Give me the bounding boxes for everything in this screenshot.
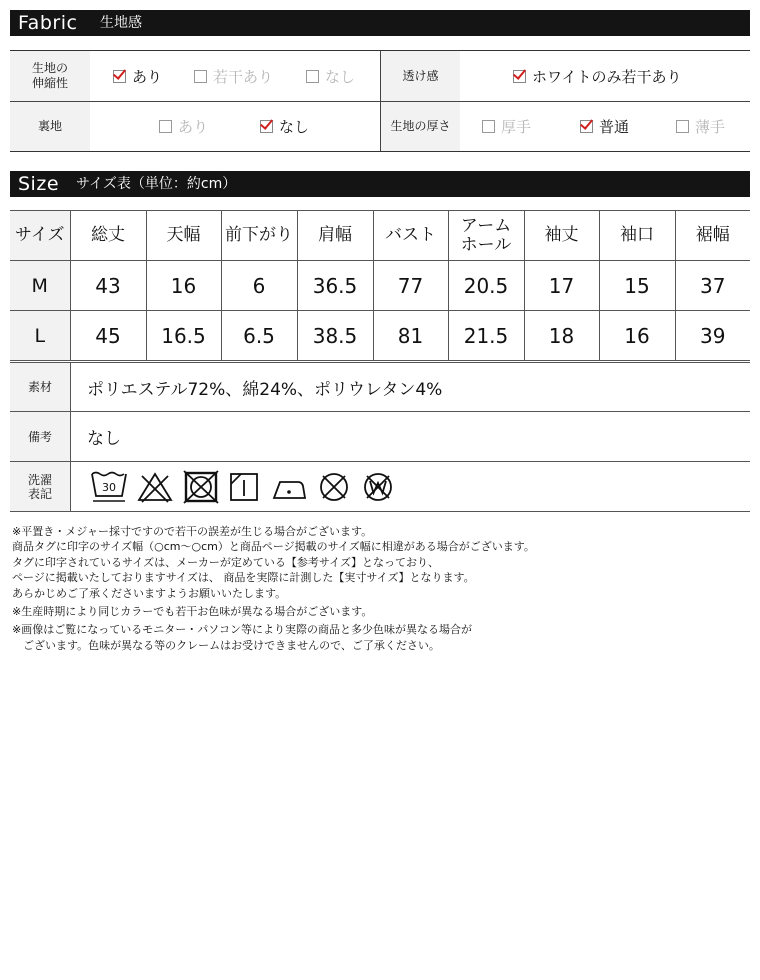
care-row — [10, 462, 750, 512]
line-dry-shade-icon — [228, 470, 260, 504]
checkbox-unchecked-icon[interactable] — [482, 120, 495, 133]
checkbox-unchecked-icon[interactable] — [676, 120, 689, 133]
note-line: ※画像はご覧になっているモニター・パソコン等により実際の商品と多少色味が異なる場合が — [12, 623, 472, 637]
note-line: タグに印字されているサイズは、メーカーが定めている【参考サイズ】となっており、 — [12, 555, 440, 569]
size-table — [10, 210, 750, 361]
wash-30-tub-icon — [90, 470, 128, 504]
table-cell: 18 — [524, 311, 599, 361]
table-cell: 20.5 — [448, 261, 524, 311]
table-cell: 43 — [70, 261, 146, 311]
stretch-option-no[interactable] — [306, 51, 355, 101]
material-value: ポリエステル72%、綿24%、ポリウレタン4% — [87, 379, 443, 400]
table-cell: 45 — [70, 311, 146, 361]
table-cell: 16.5 — [146, 311, 221, 361]
checkbox-checked-icon[interactable] — [260, 120, 273, 133]
table-cell: 37 — [675, 261, 750, 311]
size-row-m — [10, 261, 750, 311]
stretch-label-line1: 生地の — [31, 61, 68, 75]
header-hem-width: 裾幅 — [675, 211, 750, 261]
size-label: M — [10, 261, 70, 311]
care-label — [10, 462, 71, 511]
sheer-option-white-slight[interactable] — [513, 51, 682, 101]
table-cell: 77 — [373, 261, 448, 311]
checkbox-unchecked-icon[interactable] — [194, 70, 207, 83]
note-line: ページに掲載いたしておりますサイズは、 商品を実際に計測した【実寸サイズ】となります。 — [12, 571, 475, 585]
stretch-option-slight[interactable] — [194, 51, 273, 101]
table-cell: 21.5 — [448, 311, 524, 361]
stretch-label-line2: 伸縮性 — [31, 76, 68, 90]
stretch-option-yes-label: あり — [132, 67, 163, 86]
size-title-en: Size — [18, 173, 60, 195]
no-bleach-icon — [136, 470, 174, 504]
remarks-row — [10, 412, 750, 462]
size-corner-label: サイズ — [10, 211, 70, 261]
no-dry-clean-icon — [316, 470, 352, 504]
fabric-column-divider — [380, 51, 381, 151]
remarks-label: 備考 — [10, 412, 71, 461]
size-title-jp: サイズ表（単位：約cm） — [76, 176, 237, 192]
lining-option-yes-label: あり — [178, 118, 209, 136]
header-bust: バスト — [373, 211, 448, 261]
table-cell: 16 — [146, 261, 221, 311]
checkbox-checked-icon[interactable] — [580, 120, 593, 133]
size-section-header — [10, 171, 750, 197]
header-armhole — [448, 211, 524, 261]
fabric-section-header — [10, 10, 750, 36]
thickness-option-thick-label: 厚手 — [501, 118, 532, 136]
thickness-option-thin-label: 薄手 — [695, 118, 726, 136]
header-front-drop: 前下がり — [221, 211, 297, 261]
lining-option-no[interactable] — [260, 102, 309, 151]
checkbox-unchecked-icon[interactable] — [159, 120, 172, 133]
care-label-line1: 洗濯 — [27, 472, 52, 487]
note-line: ※生産時期により同じカラーでも若干お色味が異なる場合がございます。 — [12, 605, 373, 619]
stretch-label — [10, 51, 90, 101]
lining-option-no-label: なし — [279, 118, 310, 136]
header-armhole-line1: アーム — [460, 215, 512, 236]
fabric-title-en: Fabric — [18, 12, 78, 34]
checkbox-unchecked-icon[interactable] — [306, 70, 319, 83]
table-cell: 39 — [675, 311, 750, 361]
lining-option-yes[interactable] — [159, 102, 208, 151]
thickness-option-normal-label: 普通 — [599, 118, 630, 136]
lining-label: 裏地 — [10, 102, 90, 151]
table-cell: 38.5 — [297, 311, 373, 361]
no-wet-clean-icon — [360, 470, 396, 504]
thickness-option-thick[interactable] — [482, 102, 531, 151]
sheer-option-label: ホワイトのみ若干あり — [532, 67, 682, 86]
note-line: ございます。色味が異なる等のクレームはお受けできませんので、ご了承ください。 — [12, 638, 440, 652]
header-total-length: 総丈 — [70, 211, 146, 261]
table-cell: 17 — [524, 261, 599, 311]
table-cell: 15 — [599, 261, 675, 311]
thickness-label: 生地の厚さ — [381, 102, 460, 151]
no-tumble-dry-icon — [182, 470, 220, 504]
note-line: あらかじめご了承くださいますようお願いいたします。 — [12, 586, 287, 600]
thickness-option-thin[interactable] — [676, 102, 725, 151]
info-table — [10, 360, 750, 512]
header-armhole-line2: ホール — [460, 234, 512, 255]
care-icons — [90, 467, 396, 507]
table-cell: 36.5 — [297, 261, 373, 311]
remarks-value: なし — [87, 429, 121, 449]
checkbox-checked-icon[interactable] — [513, 70, 526, 83]
stretch-option-yes[interactable] — [113, 51, 162, 101]
table-cell: 6 — [221, 261, 297, 311]
thickness-option-normal[interactable] — [580, 102, 629, 151]
note-line: ※平置き・メジャー採寸ですので若干の誤差が生じる場合がございます。 — [12, 525, 373, 538]
notes-block — [12, 524, 535, 653]
fabric-table — [10, 50, 750, 152]
size-row-l — [10, 311, 750, 361]
header-shoulder-width: 肩幅 — [297, 211, 373, 261]
table-cell: 6.5 — [221, 311, 297, 361]
material-row — [10, 363, 750, 412]
size-label: L — [10, 311, 70, 361]
stretch-option-slight-label: 若干あり — [213, 67, 274, 86]
stretch-option-no-label: なし — [325, 67, 356, 86]
fabric-title-jp: 生地感 — [100, 15, 142, 31]
iron-low-icon — [268, 470, 308, 504]
note-line: 商品タグに印字のサイズ幅（○cm〜○cm）と商品ページ掲載のサイズ幅に相違がある場合がございます。 — [12, 540, 535, 554]
table-cell: 81 — [373, 311, 448, 361]
care-label-line2: 表記 — [27, 486, 52, 501]
wash-temp-label: 30 — [102, 481, 116, 494]
table-cell: 16 — [599, 311, 675, 361]
material-label: 素材 — [10, 363, 71, 411]
checkbox-checked-icon[interactable] — [113, 70, 126, 83]
sheer-label: 透け感 — [381, 51, 460, 101]
size-table-header-row — [10, 211, 750, 261]
header-neck-width: 天幅 — [146, 211, 221, 261]
header-sleeve-length: 袖丈 — [524, 211, 599, 261]
header-cuff-width: 袖口 — [599, 211, 675, 261]
